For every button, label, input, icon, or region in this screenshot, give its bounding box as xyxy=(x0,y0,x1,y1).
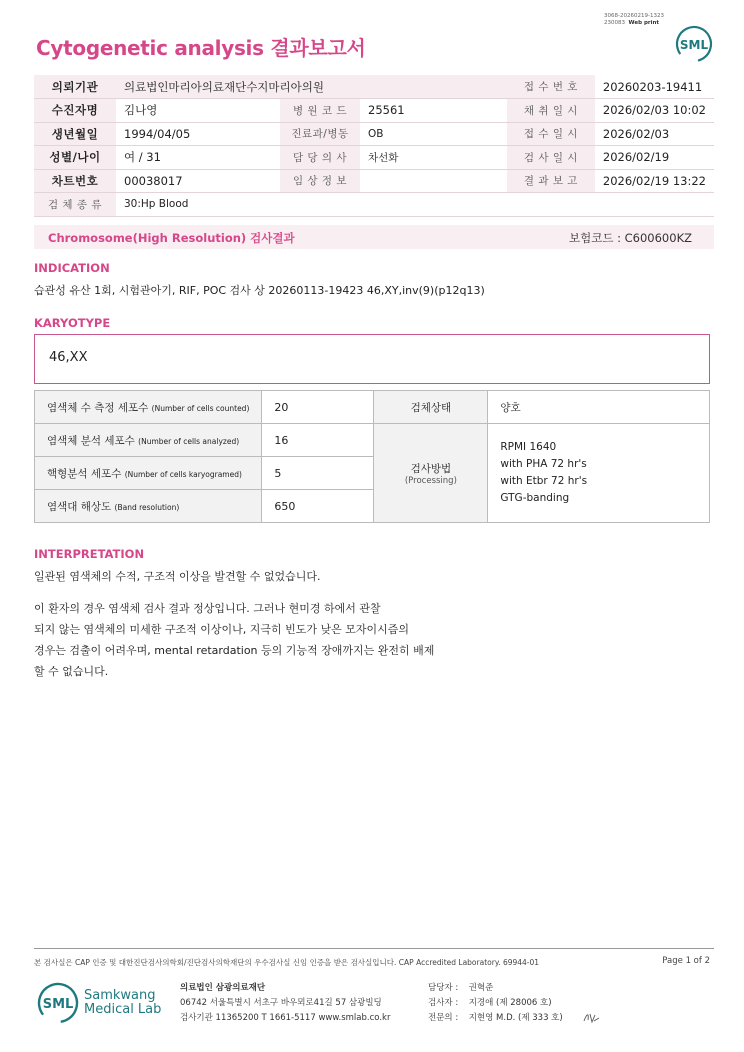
staff-row: 검사자 : 지경애 (제 28006 호) xyxy=(428,998,552,1008)
insurance-code: 보험코드 : C600600KZ xyxy=(569,231,692,245)
processing-value: RPMI 1640 with PHA 72 hr's with Etbr 72 hr's GTG-banding xyxy=(488,424,710,523)
doctor-label: 담 당 의 사 xyxy=(280,146,360,170)
interpretation-line: 경우는 검출이 어려우며, mental retardation 등의 기능적 장애까지는 완전히 배제 xyxy=(34,644,435,657)
department-label: 진료과/병동 xyxy=(280,122,360,146)
interpretation-heading: INTERPRETATION xyxy=(34,547,145,561)
clinical-info-value xyxy=(360,169,507,193)
print-code-line2: 230083 Web print xyxy=(604,19,660,26)
print-code xyxy=(604,13,664,26)
chart-no-label: 차트번호 xyxy=(34,169,116,193)
interpretation-line: 되지 않는 염색체의 미세한 구조적 이상이나, 지극히 빈도가 낮은 모자이시즘의 xyxy=(34,623,409,636)
analysis-table xyxy=(34,390,710,523)
interpretation-line: 할 수 없습니다. xyxy=(34,665,109,678)
indication-heading: INDICATION xyxy=(34,261,110,275)
report-date-value: 2026/02/19 13:22 xyxy=(595,169,714,193)
requesting-org-value: 의료법인마리아의료재단수지마리아의원 xyxy=(116,75,507,99)
brand-name: Samkwang Medical Lab xyxy=(84,988,162,1017)
staff-row: 담당자 : 권혁준 xyxy=(428,983,494,993)
result-header-bar xyxy=(34,225,714,249)
info-row xyxy=(34,75,714,99)
karyotype-box xyxy=(34,334,710,384)
staff-row: 전문의 : 지현영 M.D. (제 333 호) xyxy=(428,1013,563,1023)
svg-text:SML: SML xyxy=(679,38,709,52)
cells-karyogramed-label: 핵형분석 세포수 (Number of cells karyogramed) xyxy=(35,457,262,490)
page-number: Page 1 of 2 xyxy=(662,956,710,966)
info-row xyxy=(34,99,714,123)
organization-name: 의료법인 삼광의료재단 xyxy=(180,983,266,993)
cells-karyogramed-value: 5 xyxy=(262,457,374,490)
cells-counted-value: 20 xyxy=(262,391,374,424)
receipt-no-value: 20260203-19411 xyxy=(595,75,714,99)
svg-text:SML: SML xyxy=(42,997,74,1012)
staff-info xyxy=(428,981,563,1026)
interpretation-line: 이 환자의 경우 염색체 검사 결과 정상입니다. 그러나 현미경 하에서 관찰 xyxy=(34,602,381,615)
specimen-type-value: 30:Hp Blood xyxy=(116,193,714,217)
chart-no-value: 00038017 xyxy=(116,169,280,193)
print-code-line1: 3068-20260219-1323 xyxy=(604,13,664,19)
receipt-date-value: 2026/02/03 xyxy=(595,122,714,146)
karyotype-heading: KARYOTYPE xyxy=(34,316,111,330)
report-date-label: 결 과 보 고 xyxy=(507,169,595,193)
organization-info xyxy=(180,981,390,1026)
patient-info-table xyxy=(34,75,714,217)
analysis-row xyxy=(35,391,710,424)
interpretation-body xyxy=(34,598,434,682)
analysis-row xyxy=(35,424,710,457)
accreditation-note: 본 검사실은 CAP 인증 및 대한진단검사의학회/진단검사의학재단의 우수검사실 신임 인증을 받은 검사실입니다. CAP Accredited Laboratory. 69944-01 xyxy=(34,958,540,967)
info-row xyxy=(34,169,714,193)
patient-name-value: 김나영 xyxy=(116,99,280,123)
page-title: Cytogenetic analysis 결과보고서 xyxy=(36,36,366,60)
sex-age-value: 여 / 31 xyxy=(116,146,280,170)
result-title: Chromosome(High Resolution) 검사결과 xyxy=(48,231,295,245)
sex-age-label: 성별/나이 xyxy=(34,146,116,170)
footer-divider xyxy=(34,948,714,949)
receipt-date-label: 접 수 일 시 xyxy=(507,122,595,146)
test-date-label: 검 사 일 시 xyxy=(507,146,595,170)
band-resolution-label: 염색대 해상도 (Band resolution) xyxy=(35,490,262,523)
info-row xyxy=(34,122,714,146)
sml-logo xyxy=(672,24,716,64)
doctor-value: 차선화 xyxy=(360,146,507,170)
requesting-org-label: 의뢰기관 xyxy=(34,75,116,99)
hospital-code-label: 병 원 코 드 xyxy=(280,99,360,123)
birth-date-label: 생년월일 xyxy=(34,122,116,146)
indication-text: 습관성 유산 1회, 시험관아기, RIF, POC 검사 상 20260113-19423 46,XY,inv(9)(p12q13) xyxy=(34,284,485,297)
organization-address: 06742 서울특별시 서초구 바우뫼로41길 57 삼광빌딩 xyxy=(180,998,382,1008)
cells-counted-label: 염색체 수 측정 세포수 (Number of cells counted) xyxy=(35,391,262,424)
hospital-code-value: 25561 xyxy=(360,99,507,123)
cells-analyzed-label: 염색체 분석 세포수 (Number of cells analyzed) xyxy=(35,424,262,457)
clinical-info-label: 임 상 정 보 xyxy=(280,169,360,193)
cells-analyzed-value: 16 xyxy=(262,424,374,457)
collection-date-label: 채 취 일 시 xyxy=(507,99,595,123)
interpretation-summary: 일관된 염색체의 수적, 구조적 이상을 발견할 수 없었습니다. xyxy=(34,570,321,583)
specimen-type-label: 검 체 종 류 xyxy=(34,193,116,217)
band-resolution-value: 650 xyxy=(262,490,374,523)
specimen-status-value: 양호 xyxy=(488,391,710,424)
sml-logo-footer xyxy=(36,981,80,1025)
test-date-value: 2026/02/19 xyxy=(595,146,714,170)
processing-label: 검사방법 (Processing) xyxy=(374,424,488,523)
organization-contact: 검사기관 11365200 T 1661-5117 www.smlab.co.kr xyxy=(180,1013,391,1023)
signature-mark xyxy=(582,1010,602,1024)
receipt-no-label: 접 수 번 호 xyxy=(507,75,595,99)
collection-date-value: 2026/02/03 10:02 xyxy=(595,99,714,123)
info-row xyxy=(34,146,714,170)
patient-name-label: 수진자명 xyxy=(34,99,116,123)
info-row xyxy=(34,193,714,217)
department-value: OB xyxy=(360,122,507,146)
karyotype-value: 46,XX xyxy=(49,350,88,365)
birth-date-value: 1994/04/05 xyxy=(116,122,280,146)
specimen-status-label: 검체상태 xyxy=(374,391,488,424)
